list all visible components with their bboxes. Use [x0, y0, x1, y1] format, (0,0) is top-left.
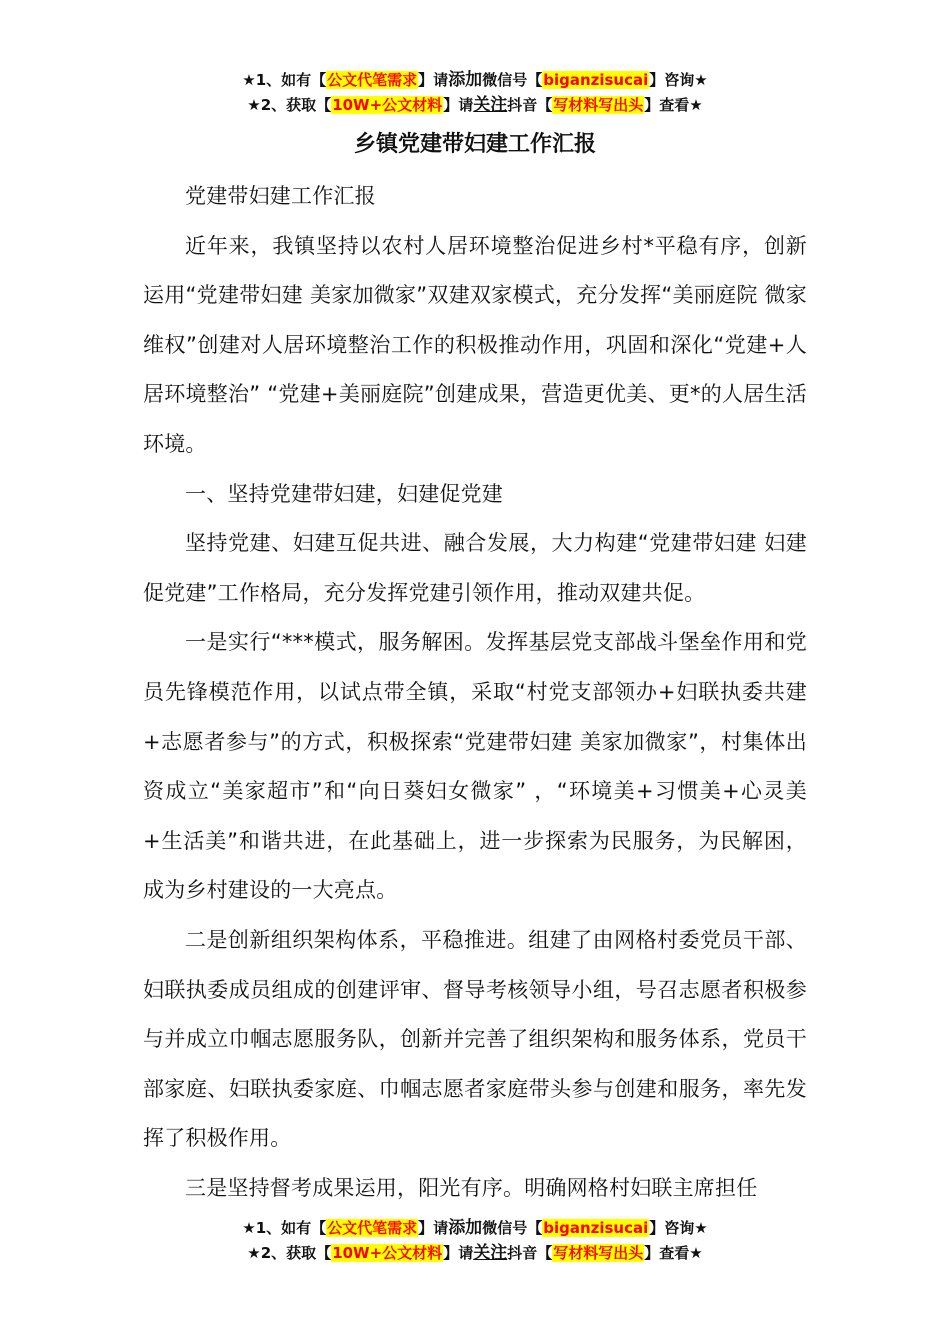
promo-text: 】请 [443, 1244, 474, 1262]
promo-text: 】请 [418, 1219, 449, 1237]
promo-highlight: 写材料写出头 [553, 1244, 644, 1262]
body-paragraph: 三是坚持督考成果运用，阳光有序。明确网格村妇联主席担任 [185, 1175, 758, 1200]
document-title: 乡镇党建带妇建工作汇报 [353, 132, 596, 157]
promo-highlight: biganzisucai [543, 71, 649, 89]
promo-highlight: 公文代笔需求 [327, 1219, 418, 1237]
promo-text: ★1、如有【 [242, 1219, 327, 1237]
promo-banner-bottom [0, 1216, 950, 1266]
promo-text: 抖音【 [507, 1244, 553, 1262]
promo-text: ★2、获取【 [247, 96, 332, 114]
promo-highlight: 10W+公文材料 [332, 96, 443, 114]
promo-text: 】查看★ [644, 96, 703, 114]
promo-emphasis: 添加 [448, 1218, 483, 1238]
promo-emphasis: 添加 [448, 70, 483, 90]
promo-text: 微信号【 [482, 71, 543, 89]
body-paragraph: 二是创新组织架构体系，平稳推进。组建了由网格村委党员干部、妇联执委成员组成的创建评审、督导考核领导小组，号召志愿者积极参与并成立巾帼志愿服务队，创新并完善了组织架构和服务体系，党员干部家庭、妇联执委家庭、巾帼志愿者家庭带头参与创建和服务，率先发挥了积极作用。 [143, 927, 807, 1151]
document-body [143, 172, 807, 1213]
promo-text: ★2、获取【 [247, 1244, 332, 1262]
promo-text: ★1、如有【 [242, 71, 327, 89]
promo-highlight: biganzisucai [543, 1219, 649, 1237]
body-paragraph: 一是实行“***模式，服务解困。发挥基层党支部战斗堡垒作用和党员先锋模范作用，以试点带全镇，采取“村党支部领办+妇联执委共建+志愿者参与”的方式，积极探索“党建带妇建 美家加微家”，村集体出资成立“美家超市”和“向日葵妇女微家” ，“环境美+习惯美+心灵美+生活美”和谐共进，在此基础上，进一步探索为民服务，为民解困，成为乡村建设的一大亮点。 [143, 630, 807, 903]
promo-highlight: 写材料写出头 [553, 96, 644, 114]
promo-text: 微信号【 [482, 1219, 543, 1237]
promo-text: 】查看★ [644, 1244, 703, 1262]
promo-text: 】咨询★ [649, 71, 708, 89]
promo-text: 】咨询★ [649, 1219, 708, 1237]
promo-emphasis: 关注 [473, 1243, 508, 1263]
section-heading: 一、坚持党建带妇建，妇建促党建 [185, 481, 503, 506]
promo-line-1 [0, 68, 950, 93]
subtitle-paragraph: 党建带妇建工作汇报 [185, 184, 376, 208]
promo-text: 】请 [443, 96, 474, 114]
promo-text: 抖音【 [507, 96, 553, 114]
promo-text: 】请 [418, 71, 449, 89]
promo-emphasis: 关注 [473, 95, 508, 115]
intro-paragraph: 近年来，我镇坚持以农村人居环境整治促进乡村*平稳有序，创新运用“党建带妇建 美家加微家”双建双家模式，充分发挥“美丽庭院 微家维权”创建对人居环境整治工作的积极推动作用，巩固和深化“党建+人居环境整治” “党建+美丽庭院”创建成果，营造更优美、更*的人居生活环境。 [143, 233, 807, 456]
promo-highlight: 公文代笔需求 [327, 71, 418, 89]
promo-line-1 [0, 1216, 950, 1241]
promo-line-2 [0, 1241, 950, 1266]
body-paragraph: 坚持党建、妇建互促共进、融合发展，大力构建“党建带妇建 妇建促党建”工作格局，充分发挥党建引领作用，推动双建共促。 [143, 531, 807, 605]
promo-banner-top [0, 68, 950, 118]
promo-highlight: 10W+公文材料 [332, 1244, 443, 1262]
promo-line-2 [0, 93, 950, 118]
